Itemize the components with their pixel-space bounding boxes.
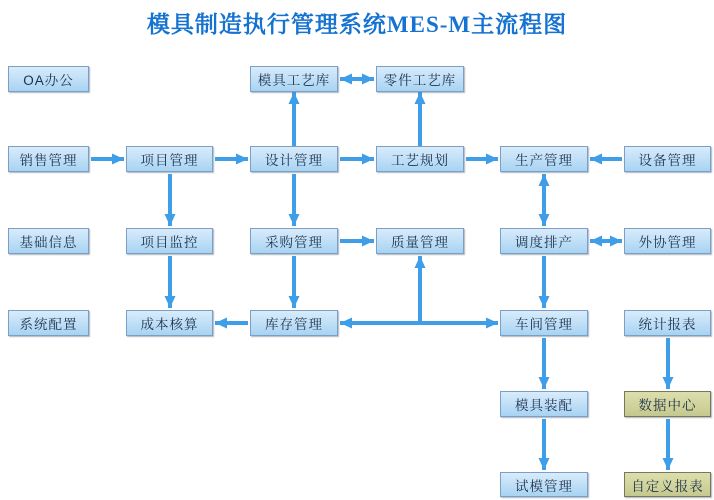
arrowhead xyxy=(663,377,674,389)
arrowhead xyxy=(340,74,352,85)
arrowhead xyxy=(539,214,550,226)
arrowhead xyxy=(289,92,300,104)
node-design-mgmt: 设计管理 xyxy=(250,146,338,172)
node-purchasing-mgmt: 采购管理 xyxy=(250,228,338,254)
arrowhead xyxy=(415,256,426,268)
node-cost-accounting: 成本核算 xyxy=(126,310,213,336)
arrowhead xyxy=(539,377,550,389)
node-basic-info: 基础信息 xyxy=(8,228,89,254)
arrowhead xyxy=(610,236,622,247)
arrowhead xyxy=(165,214,176,226)
arrowhead xyxy=(289,296,300,308)
node-mold-process-library: 模具工艺库 xyxy=(250,66,338,92)
arrowhead xyxy=(590,236,602,247)
arrowhead xyxy=(340,318,352,329)
node-dispatch-scheduling: 调度排产 xyxy=(500,228,588,254)
arrowhead xyxy=(415,92,426,104)
node-quality-mgmt: 质量管理 xyxy=(376,228,464,254)
arrowhead xyxy=(165,296,176,308)
arrowhead xyxy=(663,458,674,470)
arrowhead xyxy=(539,458,550,470)
node-outsourcing-mgmt: 外协管理 xyxy=(624,228,711,254)
node-process-planning: 工艺规划 xyxy=(376,146,464,172)
arrowhead xyxy=(362,154,374,165)
node-project-mgmt: 项目管理 xyxy=(126,146,213,172)
node-statistical-reports: 统计报表 xyxy=(624,310,711,336)
arrowhead xyxy=(486,154,498,165)
page-title: 模具制造执行管理系统MES-M主流程图 xyxy=(146,12,568,37)
node-workshop-mgmt: 车间管理 xyxy=(500,310,588,336)
node-system-config: 系统配置 xyxy=(8,310,89,336)
arrowhead xyxy=(539,174,550,186)
node-custom-reports: 自定义报表 xyxy=(624,472,711,497)
node-oa-office: OA办公 xyxy=(8,66,89,92)
arrowhead xyxy=(362,74,374,85)
arrowhead xyxy=(362,236,374,247)
arrowhead xyxy=(289,214,300,226)
arrowhead xyxy=(590,154,602,165)
arrowhead xyxy=(215,318,227,329)
node-data-center: 数据中心 xyxy=(624,391,711,417)
node-trial-mold-mgmt: 试模管理 xyxy=(500,472,588,497)
arrowhead xyxy=(236,154,248,165)
node-inventory-mgmt: 库存管理 xyxy=(250,310,338,336)
arrowhead xyxy=(486,318,498,329)
node-mold-assembly: 模具装配 xyxy=(500,391,588,417)
arrowhead xyxy=(112,154,124,165)
node-part-process-library: 零件工艺库 xyxy=(376,66,464,92)
node-project-monitoring: 项目监控 xyxy=(126,228,213,254)
node-production-mgmt: 生产管理 xyxy=(500,146,588,172)
node-sales-mgmt: 销售管理 xyxy=(8,146,89,172)
arrowhead xyxy=(539,296,550,308)
node-equipment-mgmt: 设备管理 xyxy=(624,146,711,172)
